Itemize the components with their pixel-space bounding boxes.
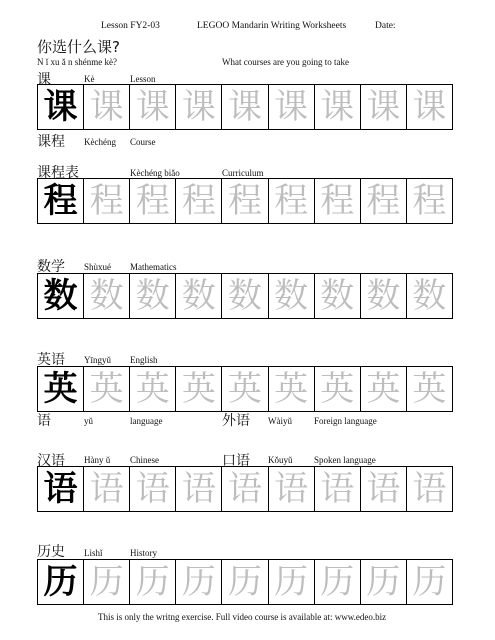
writing-grid-li (37, 559, 453, 605)
trace-character: 历 (227, 562, 262, 602)
trace-character-cell (407, 467, 452, 511)
vocab-kechengbiao-chinese: 课程表 (37, 165, 79, 181)
trace-character-cell (176, 179, 222, 223)
trace-character-cell (269, 85, 315, 129)
trace-character: 历 (366, 562, 401, 602)
vocab-waiyu-chinese: 外语 (222, 413, 250, 429)
trace-character: 历 (320, 562, 355, 602)
trace-character: 英 (366, 369, 401, 409)
topic-chinese: 你选什么课? (37, 38, 120, 56)
vocab-hanyu-pinyin: Hàny ǔ (84, 455, 111, 465)
model-character-cell (38, 274, 84, 318)
trace-character-cell (84, 467, 130, 511)
trace-character-cell (269, 560, 315, 604)
trace-character-cell (176, 367, 222, 411)
model-character-cell (38, 467, 84, 511)
trace-character-cell (407, 85, 452, 129)
trace-character: 课 (274, 87, 309, 127)
trace-character-cell (407, 367, 452, 411)
trace-character-cell (315, 467, 361, 511)
trace-character-cell (130, 467, 176, 511)
trace-character: 英 (412, 369, 447, 409)
trace-character: 历 (412, 562, 447, 602)
writing-grid-yu (37, 466, 453, 512)
trace-character-cell (269, 179, 315, 223)
trace-character-cell (222, 179, 268, 223)
vocab-hanyu-english: Chinese (130, 455, 159, 465)
topic-pinyin: N ǐ xu ǎ n shénme kè? (37, 57, 117, 67)
model-character: 语 (43, 469, 78, 509)
trace-character: 程 (412, 181, 447, 221)
trace-character: 语 (227, 469, 262, 509)
trace-character: 课 (320, 87, 355, 127)
model-character-cell (38, 560, 84, 604)
trace-character: 英 (181, 369, 216, 409)
trace-character: 数 (320, 276, 355, 316)
trace-character: 数 (135, 276, 170, 316)
trace-character-cell (176, 274, 222, 318)
trace-character-cell (361, 274, 407, 318)
trace-character-cell (269, 274, 315, 318)
vocab-ke-chinese: 课 (37, 72, 51, 88)
trace-character: 语 (181, 469, 216, 509)
topic-english: What courses are you going to take (222, 57, 349, 67)
trace-character-cell (315, 274, 361, 318)
trace-character: 历 (181, 562, 216, 602)
trace-character: 程 (320, 181, 355, 221)
model-character-cell (38, 367, 84, 411)
writing-grid-cheng (37, 178, 453, 224)
trace-character: 语 (320, 469, 355, 509)
vocab-yingyu-english: English (130, 355, 158, 365)
trace-character-cell (222, 367, 268, 411)
model-character: 英 (43, 369, 78, 409)
trace-character-cell (361, 85, 407, 129)
trace-character: 历 (274, 562, 309, 602)
trace-character-cell (222, 560, 268, 604)
vocab-yingyu-chinese: 英语 (37, 352, 65, 368)
trace-character-cell (407, 560, 452, 604)
trace-character-cell (407, 274, 452, 318)
vocab-lishi-chinese: 历史 (37, 544, 65, 560)
model-character: 历 (43, 562, 78, 602)
model-character: 程 (43, 181, 78, 221)
trace-character-cell (130, 274, 176, 318)
trace-character: 程 (227, 181, 262, 221)
trace-character: 英 (320, 369, 355, 409)
trace-character: 语 (135, 469, 170, 509)
vocab-waiyu-pinyin: Wàiyǔ (268, 416, 292, 426)
vocab-kechengbiao-pinyin: Kèchéng biǎo (130, 168, 180, 178)
trace-character-cell (84, 274, 130, 318)
trace-character-cell (269, 467, 315, 511)
trace-character-cell (315, 560, 361, 604)
trace-character-cell (407, 179, 452, 223)
trace-character: 程 (135, 181, 170, 221)
trace-character: 数 (181, 276, 216, 316)
writing-grid-ying (37, 366, 453, 412)
trace-character: 语 (274, 469, 309, 509)
trace-character-cell (84, 560, 130, 604)
trace-character-cell (269, 367, 315, 411)
trace-character-cell (361, 560, 407, 604)
trace-character-cell (84, 85, 130, 129)
footer-note: This is only the writng exercise. Full video course is available at: www.edeo.biz (98, 612, 387, 622)
trace-character: 程 (366, 181, 401, 221)
trace-character-cell (315, 367, 361, 411)
trace-character: 课 (181, 87, 216, 127)
vocab-lishi-english: History (130, 548, 157, 558)
writing-grid-shu (37, 273, 453, 319)
model-character: 课 (43, 87, 78, 127)
trace-character-cell (176, 467, 222, 511)
trace-character-cell (361, 179, 407, 223)
trace-character-cell (130, 179, 176, 223)
trace-character-cell (84, 179, 130, 223)
vocab-ke-english: Lesson (130, 74, 156, 84)
trace-character: 数 (274, 276, 309, 316)
trace-character: 英 (227, 369, 262, 409)
trace-character: 数 (412, 276, 447, 316)
trace-character: 课 (227, 87, 262, 127)
trace-character-cell (315, 85, 361, 129)
trace-character-cell (222, 274, 268, 318)
trace-character: 语 (412, 469, 447, 509)
date-label: Date: (375, 21, 396, 31)
trace-character-cell (130, 367, 176, 411)
model-character-cell (38, 179, 84, 223)
vocab-waiyu-english: Foreign language (314, 416, 377, 426)
model-character-cell (38, 85, 84, 129)
trace-character: 程 (274, 181, 309, 221)
trace-character: 课 (366, 87, 401, 127)
trace-character: 课 (89, 87, 124, 127)
vocab-kouyu-chinese: 口语 (222, 453, 250, 469)
trace-character-cell (315, 179, 361, 223)
trace-character-cell (130, 85, 176, 129)
vocab-lishi-pinyin: Lìshǐ (84, 548, 103, 558)
vocab-kechengbiao-english: Curriculum (222, 168, 264, 178)
vocab-yu-english: language (130, 416, 163, 426)
trace-character-cell (222, 467, 268, 511)
trace-character: 语 (366, 469, 401, 509)
trace-character: 英 (89, 369, 124, 409)
vocab-shuxue-chinese: 数学 (37, 259, 65, 275)
trace-character: 历 (135, 562, 170, 602)
lesson-code: Lesson FY2-03 (101, 21, 160, 31)
trace-character: 历 (89, 562, 124, 602)
vocab-kouyu-english: Spoken language (314, 455, 376, 465)
worksheet-title: LEGOO Mandarin Writing Worksheets (197, 21, 347, 31)
writing-grid-ke (37, 84, 453, 130)
trace-character: 英 (274, 369, 309, 409)
trace-character: 课 (135, 87, 170, 127)
trace-character: 数 (227, 276, 262, 316)
trace-character: 程 (89, 181, 124, 221)
vocab-yu-chinese: 语 (37, 413, 51, 429)
vocab-shuxue-english: Mathematics (130, 262, 177, 272)
vocab-yu-pinyin: yǔ (84, 416, 93, 426)
trace-character: 课 (412, 87, 447, 127)
trace-character: 英 (135, 369, 170, 409)
vocab-yingyu-pinyin: Yīngyǔ (84, 355, 111, 365)
vocab-shuxue-pinyin: Shùxué (84, 262, 111, 272)
trace-character-cell (361, 367, 407, 411)
trace-character-cell (361, 467, 407, 511)
vocab-kecheng-english: Course (130, 137, 156, 147)
trace-character-cell (84, 367, 130, 411)
vocab-kecheng-chinese: 课程 (37, 134, 65, 150)
trace-character: 数 (366, 276, 401, 316)
vocab-ke-pinyin: Kè (84, 74, 95, 84)
trace-character-cell (176, 85, 222, 129)
model-character: 数 (43, 276, 78, 316)
vocab-hanyu-chinese: 汉语 (37, 453, 65, 469)
trace-character: 程 (181, 181, 216, 221)
trace-character: 语 (89, 469, 124, 509)
vocab-kecheng-pinyin: Kèchéng (84, 137, 116, 147)
trace-character-cell (176, 560, 222, 604)
trace-character-cell (130, 560, 176, 604)
trace-character: 数 (89, 276, 124, 316)
trace-character-cell (222, 85, 268, 129)
vocab-kouyu-pinyin: Kǒuyǔ (268, 455, 293, 465)
